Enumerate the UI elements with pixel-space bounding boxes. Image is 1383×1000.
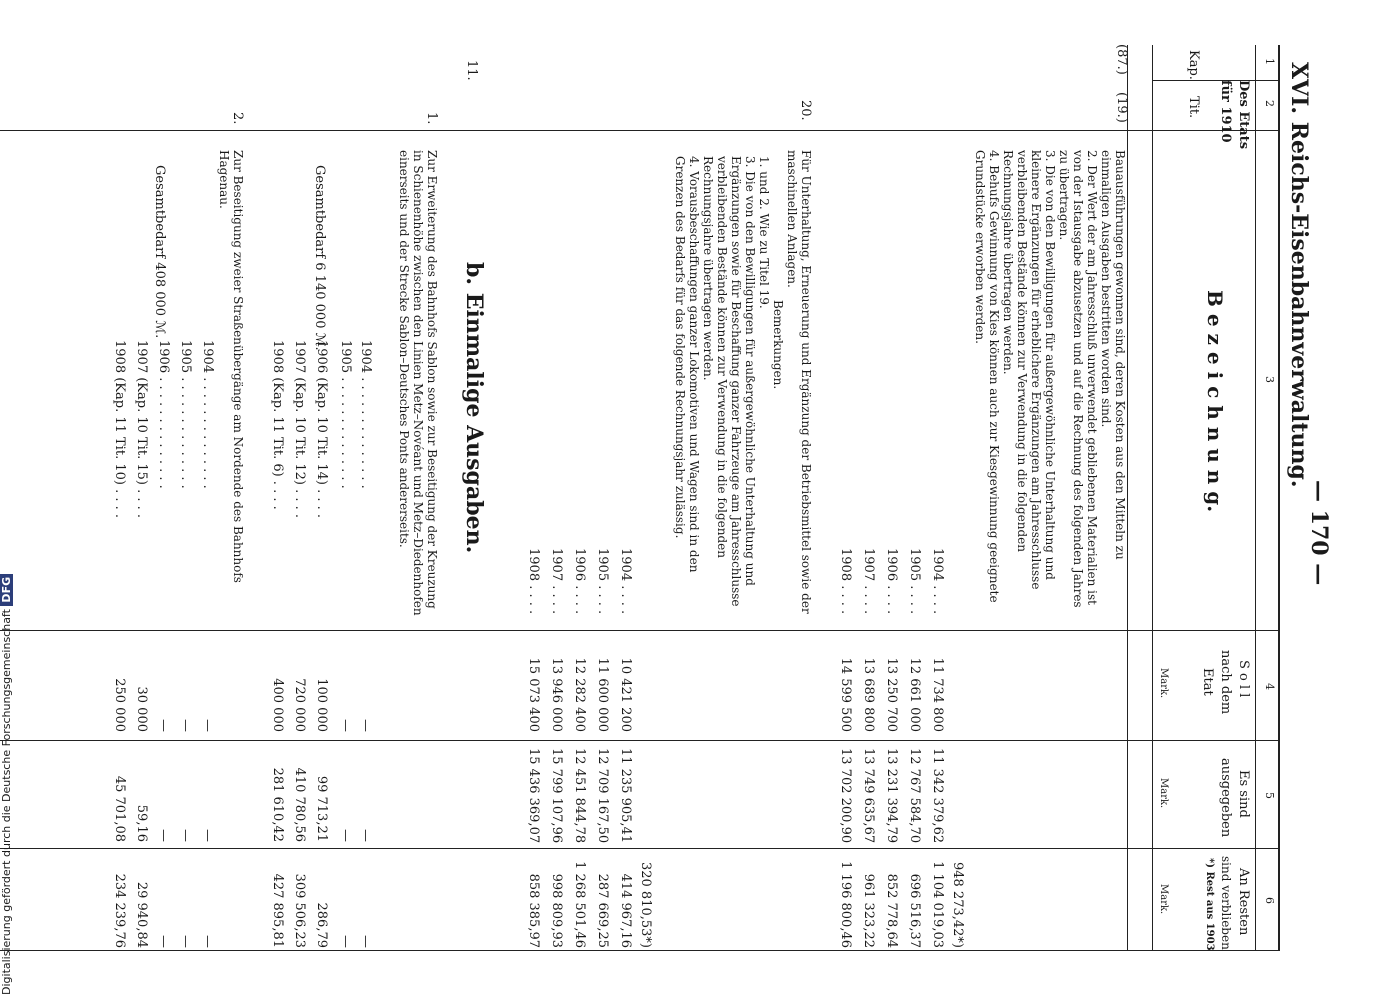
block1-reste: 1 104 019,03 <box>930 861 945 948</box>
block1-note2-line: 2. Der Wert der am Jahresschluß unverwendet gebliebenen Materialien ist <box>1085 150 1099 605</box>
block2-soll: 13 946 000 <box>549 657 564 732</box>
block3-reste: 309 506,23 <box>292 873 307 948</box>
table-rule <box>0 848 1280 849</box>
block4-ausgegeben: — <box>156 829 171 842</box>
bezeichnung-header: B e z e i c h n u n g. <box>1203 290 1227 513</box>
page-number: — 170 — <box>1306 480 1332 586</box>
block4-reste: 29 940,84 <box>134 881 149 948</box>
block4-reste: 234 239,76 <box>112 873 127 948</box>
block2-note4-line: 4. Vorausbeschaffungen ganzer Lokomotiven und Wagen sind in den <box>687 156 701 573</box>
block4-text-line: Zur Beseitigung zweier Straßenübergänge am Nordende des Bahnhofs <box>231 150 245 583</box>
ausgegeben-unit: Mark. <box>1158 778 1169 809</box>
reste-header: An Resten <box>1236 868 1251 936</box>
block2-reste: 414 967,16 <box>618 873 633 948</box>
col-number-2: 2 <box>1263 100 1276 107</box>
kap-header: Kap. <box>1186 50 1201 80</box>
block2-soll: 15 073 400 <box>526 657 541 732</box>
block3-ausgegeben: — <box>338 829 353 842</box>
block4-year: 1904 . . . . . . . . . . . . . . <box>200 340 215 489</box>
block1-ausgegeben: 11 342 379,62 <box>930 748 945 844</box>
block2-bemerkungen: Bemerkungen. <box>771 300 785 390</box>
block2-reste: 1 268 501,46 <box>572 861 587 948</box>
block3-year: 1906 (Kap. 10 Tit. 14) . . . . <box>314 340 329 519</box>
block3-text-line: einerseits und der Strecke Sablon–Deutsches Ponts andererseits. <box>397 150 411 548</box>
table-rule <box>0 950 1280 951</box>
col-number-1: 1 <box>1263 58 1276 65</box>
block1-reste: 696 516,37 <box>907 873 922 948</box>
soll-header-2: nach dem <box>1218 650 1233 715</box>
block2-reste: 998 809,93 <box>549 873 564 948</box>
block4-reste: — <box>156 935 171 948</box>
block2-soll: 10 421 200 <box>618 657 633 732</box>
col-number-3: 3 <box>1263 376 1276 383</box>
block1-note3-line: 3. Die von den Bewilligungen für außergewöhnliche Unterhaltung und <box>1043 150 1057 580</box>
dfg-logo: DFG <box>0 574 13 606</box>
table-rule <box>0 740 1280 741</box>
etat-label: Des Etats <box>1236 80 1251 150</box>
table-rule <box>1152 80 1280 81</box>
block3-year: 1905 . . . . . . . . . . . . . . <box>338 340 353 489</box>
block1-note4-line: 4. Behufs Gewinnung von Kies können auch zur Kiesgewinnung geeignete <box>987 150 1001 603</box>
block1-year: 1904 . . . . <box>930 548 945 615</box>
block1-reste: 961 323,22 <box>861 873 876 948</box>
block3-tit: 1. <box>424 112 439 125</box>
block1-year: 1907 . . . . <box>861 548 876 615</box>
block1-soll: 13 250 700 <box>884 657 899 732</box>
block2-soll: 11 600 000 <box>595 657 610 732</box>
col-number-4: 4 <box>1263 683 1276 690</box>
block4-gesamtbedarf: Gesamtbedarf 408 000 ℳ. <box>152 165 167 339</box>
block3-reste: 427 895,81 <box>270 873 285 948</box>
block4-soll: — <box>200 719 215 732</box>
section-b-title: b. Einmalige Ausgaben. <box>461 262 487 554</box>
table-rule <box>1152 45 1153 950</box>
block1-ausgegeben: 13 749 635,67 <box>861 748 876 844</box>
block2-note3-line: Ergänzungen sowie für Beschaffung ganzer Fahrzeuge am Jahresschlusse <box>729 156 743 607</box>
block1-note2-line: zu übertragen. <box>1057 150 1071 241</box>
etat-year: für 1910 <box>1218 80 1233 143</box>
block4-text-line: Hagenau. <box>217 150 231 209</box>
block4-year: 1908 (Kap. 11 Tit. 10) . . . . <box>112 340 127 519</box>
block1-ausgegeben: 12 767 584,70 <box>907 748 922 844</box>
block2-text-line: Für Unterhaltung, Erneuerung und Ergänzung der Betriebsmittel sowie der <box>799 150 813 614</box>
table-rule <box>1278 45 1280 950</box>
block1-note3-line: verbleibenden Bestände können zur Verwendung in die folgenden <box>1015 150 1029 552</box>
block1-soll: 11 734 800 <box>930 657 945 732</box>
block2-ausgegeben: 15 799 107,96 <box>549 748 564 844</box>
block3-ausgegeben: 410 780,56 <box>292 767 307 842</box>
block4-reste: — <box>178 935 193 948</box>
block3-year: 1907 (Kap. 10 Tit. 12) . . . . <box>292 340 307 519</box>
block3-soll: 100 000 <box>314 678 329 732</box>
table-rule <box>0 130 1280 131</box>
block1-note3-line: Rechnungsjahre übertragen werden. <box>1001 150 1015 375</box>
block1-note3-line: kleinere Ergänzungen für erheblichere Ergänzungen am Jahresschlusse <box>1029 150 1043 590</box>
block4-tit: 2. <box>230 112 245 125</box>
reste-header-3: *) Rest aus 1903 <box>1204 858 1215 951</box>
block4-year: 1907 (Kap. 10 Tit. 15) . . . . <box>134 340 149 519</box>
block2-year: 1907 . . . . <box>549 548 564 615</box>
col-number-5: 5 <box>1263 792 1276 799</box>
block4-soll: — <box>178 719 193 732</box>
col-number-6: 6 <box>1263 897 1276 904</box>
block3-year: 1908 (Kap. 11 Tit. 6) . . . . <box>270 340 285 510</box>
block3-soll: — <box>338 719 353 732</box>
block4-year: 1905 . . . . . . . . . . . . . . <box>178 340 193 489</box>
block3-gesamtbedarf: Gesamtbedarf 6 140 000 ℳ. <box>312 165 327 351</box>
block4-ausgegeben: 59,16 <box>134 804 149 842</box>
block3-year: 1904 . . . . . . . . . . . . . . <box>358 340 373 489</box>
table-rule <box>1127 45 1128 950</box>
block4-reste: — <box>200 935 215 948</box>
block2-reste: 858 385,97 <box>526 873 541 948</box>
block2-note3-line: Rechnungsjahre übertragen werden. <box>701 156 715 381</box>
reste-header-2: sind verblieben <box>1219 856 1233 950</box>
block4-ausgegeben: 45 701,08 <box>112 775 127 842</box>
block4-ausgegeben: — <box>200 829 215 842</box>
tit-header: Tit. <box>1186 96 1201 119</box>
credit-text: Digitalisierung gefördert durch die Deutsche Forschungsgemeinschaft <box>0 609 13 995</box>
block2-year: 1905 . . . . <box>595 548 610 615</box>
block2-ausgegeben: 11 235 905,41 <box>618 748 633 844</box>
reste-unit: Mark. <box>1158 884 1169 915</box>
block1-ausgegeben: 13 702 200,90 <box>838 748 853 844</box>
block4-year: 1906 . . . . . . . . . . . . . . <box>156 340 171 489</box>
block2-reste-1903: 320 810,53*) <box>638 861 653 948</box>
block2-text-line: maschinellen Anlagen. <box>785 150 799 288</box>
block1-reste-1903: 948 273,42*) <box>950 861 965 948</box>
block2-year: 1908 . . . . <box>526 548 541 615</box>
block4-soll: — <box>156 719 171 732</box>
block3-ausgegeben: 99 713,21 <box>314 775 329 842</box>
soll-header: S o l l <box>1236 660 1251 698</box>
soll-header-3: Etat <box>1200 668 1215 696</box>
page-title: XVI. Reichs-Eisenbahnverwaltung. <box>1286 62 1312 488</box>
block2-ausgegeben: 15 436 369,07 <box>526 748 541 844</box>
block1-soll: 12 661 000 <box>907 657 922 732</box>
block3-soll: 400 000 <box>270 678 285 732</box>
block4-ausgegeben: — <box>178 829 193 842</box>
block1-reste: 1 196 800,46 <box>838 861 853 948</box>
block1-soll: 14 599 500 <box>838 657 853 732</box>
block2-note3-line: 3. Die von den Bewilligungen für außergewöhnliche Unterhaltung und <box>743 156 757 586</box>
block2-tit: 20. <box>798 100 813 121</box>
block3-ausgegeben: 281 610,42 <box>270 767 285 842</box>
block3-reste: — <box>338 935 353 948</box>
block4-soll: 30 000 <box>134 686 149 732</box>
block1-text-line: einmaligen Ausgaben bestritten worden sind. <box>1099 150 1113 428</box>
digitization-credit <box>0 574 13 995</box>
block3-text-line: in Schienenhöhe zwischen den Linien Metz–Novéant und Metz–Diedenhofen <box>411 150 425 616</box>
block1-note2-line: von der Istausgabe abzusetzen und auf die Rechnung des folgenden Jahres <box>1071 150 1085 608</box>
block2-note12: 1. und 2. Wie zu Titel 19. <box>757 156 771 309</box>
block3-reste: — <box>358 935 373 948</box>
block2-note4-line: Grenzen des Bedarfs für das folgende Rechnungsjahr zulässig. <box>673 156 687 539</box>
block1-kap: (87.) <box>1114 44 1129 75</box>
ausgegeben-header-2: ausgegeben <box>1218 758 1233 838</box>
ausgegeben-header: Es sind <box>1236 770 1251 818</box>
block2-year: 1904 . . . . <box>618 548 633 615</box>
block4-soll: 250 000 <box>112 678 127 732</box>
block1-year: 1905 . . . . <box>907 548 922 615</box>
block1-tit: (19.) <box>1114 92 1129 123</box>
block3-soll: 720 000 <box>292 678 307 732</box>
section-b-kap: 11. <box>464 60 479 81</box>
block2-year: 1906 . . . . <box>572 548 587 615</box>
block2-reste: 287 669,25 <box>595 873 610 948</box>
block1-year: 1906 . . . . <box>884 548 899 615</box>
block3-soll: — <box>358 719 373 732</box>
block1-ausgegeben: 13 231 394,79 <box>884 748 899 844</box>
block1-note4-line: Grundstücke erworben werden. <box>973 150 987 344</box>
table-rule <box>1255 45 1256 950</box>
block1-soll: 13 689 800 <box>861 657 876 732</box>
block3-reste: 286,79 <box>314 902 329 948</box>
block2-soll: 12 282 400 <box>572 657 587 732</box>
block1-year: 1908 . . . . <box>838 548 853 615</box>
table-rule <box>0 630 1280 631</box>
block1-text-line: Bauausführungen gewonnen sind, deren Kosten aus den Mitteln zu <box>1113 150 1127 560</box>
block2-ausgegeben: 12 709 167,50 <box>595 748 610 844</box>
soll-unit: Mark. <box>1158 668 1169 699</box>
block1-reste: 852 778,64 <box>884 873 899 948</box>
block3-text-line: Zur Erweiterung des Bahnhofs Sablon sowie zur Beseitigung der Kreuzung <box>425 150 439 609</box>
block2-ausgegeben: 12 451 844,78 <box>572 748 587 844</box>
block2-note3-line: verbleibenden Bestände können zur Verwendung in die folgenden <box>715 156 729 558</box>
block3-ausgegeben: — <box>358 829 373 842</box>
